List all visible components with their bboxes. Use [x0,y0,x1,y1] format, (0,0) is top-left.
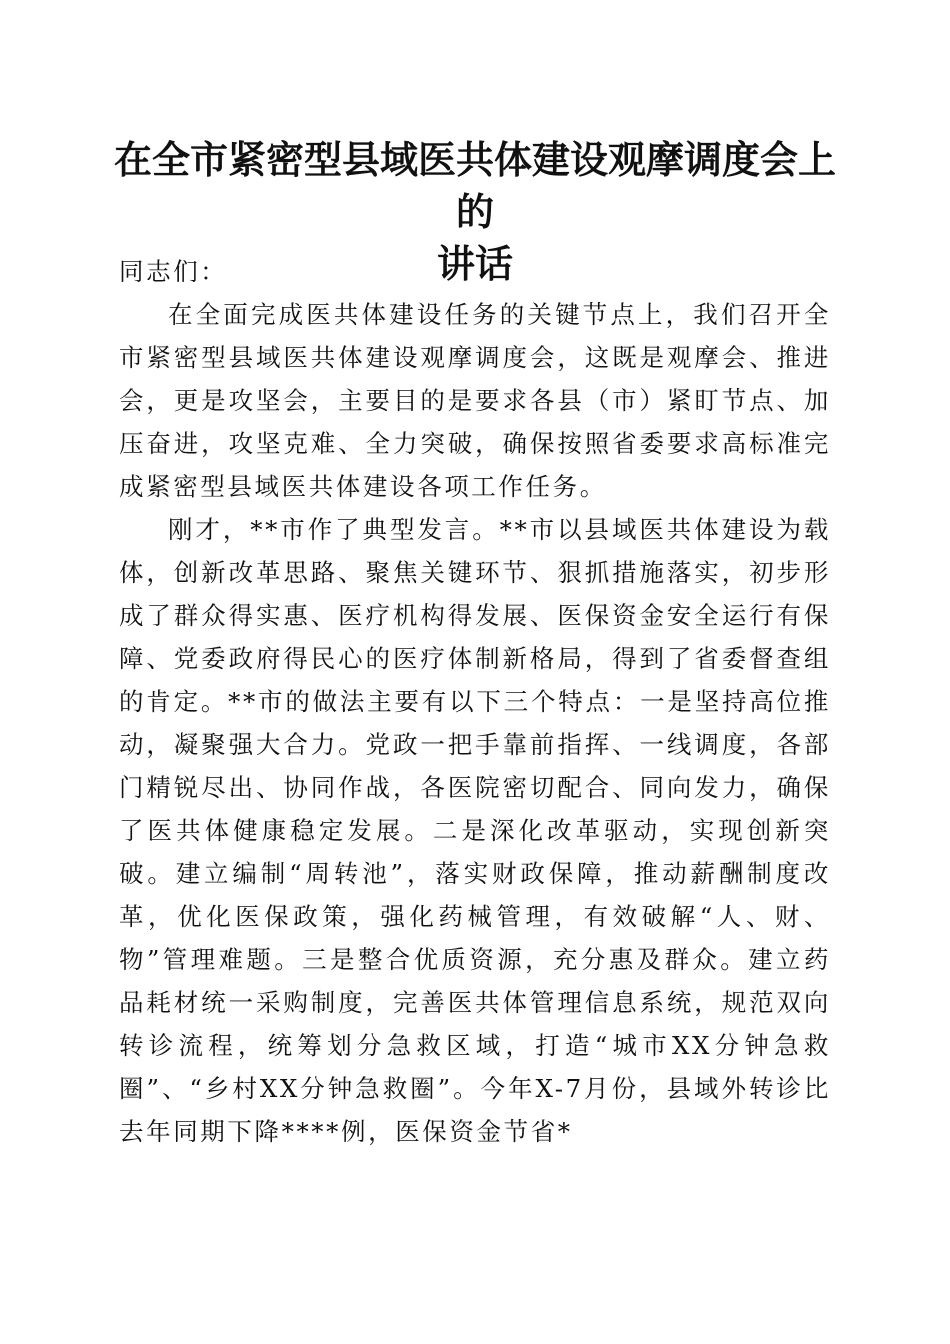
title-line-1: 在全市紧密型县域医共体建设观摩调度会上的 [113,137,836,234]
document-body [119,250,831,1153]
title-line-2: 讲话 [436,241,513,286]
salutation: 同志们： [119,257,228,286]
paragraph-example: 刚才，**市作了典型发言。**市以县域医共体建设为载体，创新改革思路、聚焦关键环节、狠抓措施落实，初步形成了群众得实惠、医疗机构得发展、医保资金安全运行有保障、党委政府得民心的医疗体制新格局，得到了省委督查组的肯定。**市的做法主要有以下三个特点：一是坚持高位推动，凝聚强大合力。党政一把手靠前指挥、一线调度，各部门精锐尽出、协同作战，各医院密切配合、同向发力，确保了医共体健康稳定发展。二是深化改革驱动，实现创新突破。建立编制“周转池”，落实财政保障，推动薪酬制度改革，优化医保政策，强化药械管理，有效破解“人、财、物”管理难题。三是整合优质资源，充分惠及群众。建立药品耗材统一采购制度，完善医共体管理信息系统，规范双向转诊流程，统筹划分急救区域，打造“城市XX分钟急救圈”、“乡村XX分钟急救圈”。今年X-7月份，县域外转诊比去年同期下降****例，医保资金节省* [119,515,831,1146]
paragraph-intro: 在全面完成医共体建设任务的关键节点上，我们召开全市紧密型县域医共体建设观摩调度会，这既是观摩会、推进会，更是攻坚会，主要目的是要求各县（市）紧盯节点、加压奋进，攻坚克难、全力突破，确保按照省委要求高标准完成紧密型县域医共体建设各项工作任务。 [119,300,831,501]
